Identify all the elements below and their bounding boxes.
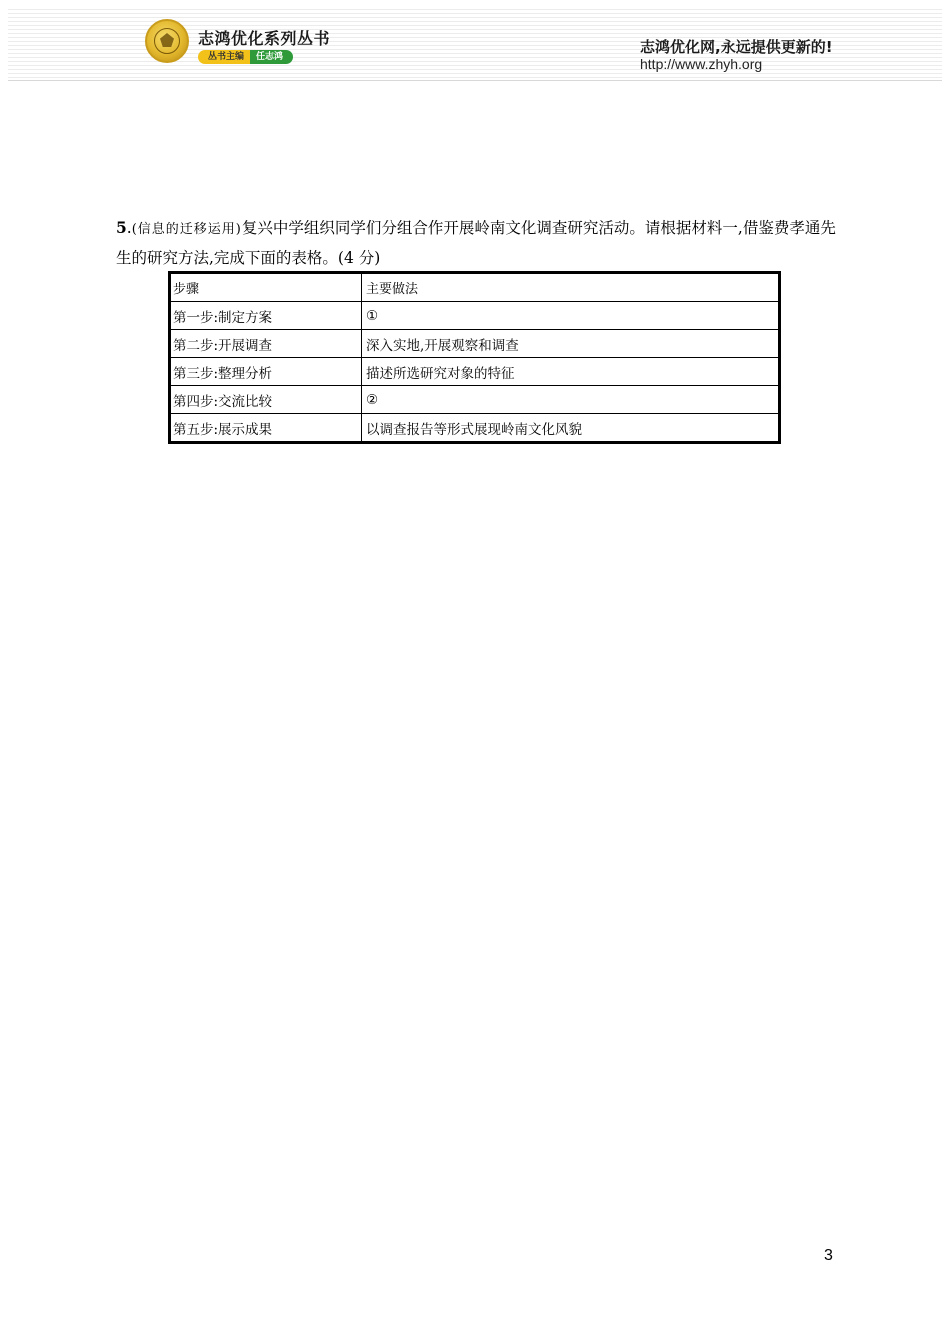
site-slogan: 志鸿优化网,永远提供更新的! xyxy=(640,38,833,56)
header-cell-method: 主要做法 xyxy=(362,273,780,302)
editor-badge xyxy=(198,50,293,64)
page-number: 3 xyxy=(824,1247,833,1264)
page-header xyxy=(8,6,942,81)
question-text: 复兴中学组织同学们分组合作开展岭南文化调查研究活动。请根据材料一,借鉴费孝通先生的研究方法,完成下面的表格。(4 分) xyxy=(116,219,836,267)
method-cell: 描述所选研究对象的特征 xyxy=(362,358,780,386)
zhihong-logo-icon xyxy=(145,19,189,63)
question-5: 5.(信息的迁移运用)复兴中学组织同学们分组合作开展岭南文化调查研究活动。请根据材料一,借鉴费孝通先生的研究方法,完成下面的表格。(4 分) xyxy=(116,218,836,267)
table-header-row xyxy=(170,273,780,302)
series-title: 志鸿优化系列丛书 xyxy=(198,29,331,48)
table-row xyxy=(170,386,780,414)
question-tag: (信息的迁移运用) xyxy=(131,222,242,237)
method-cell: ① xyxy=(362,302,780,330)
method-cell: 以调查报告等形式展现岭南文化风貌 xyxy=(362,414,780,443)
table-row xyxy=(170,302,780,330)
steps-table xyxy=(168,271,781,444)
editor-name: 任志鸿 xyxy=(250,50,293,64)
table-row xyxy=(170,330,780,358)
question-number: 5 xyxy=(116,218,127,237)
table-row xyxy=(170,414,780,443)
method-cell: ② xyxy=(362,386,780,414)
editor-label: 丛书主编 xyxy=(198,50,250,64)
table-row xyxy=(170,358,780,386)
step-cell: 第二步:开展调查 xyxy=(170,330,362,358)
method-cell: 深入实地,开展观察和调查 xyxy=(362,330,780,358)
header-cell-steps: 步骤 xyxy=(170,273,362,302)
step-cell: 第五步:展示成果 xyxy=(170,414,362,443)
step-cell: 第一步:制定方案 xyxy=(170,302,362,330)
site-url-link[interactable]: http://www.zhyh.org xyxy=(640,56,763,72)
step-cell: 第三步:整理分析 xyxy=(170,358,362,386)
step-cell: 第四步:交流比较 xyxy=(170,386,362,414)
